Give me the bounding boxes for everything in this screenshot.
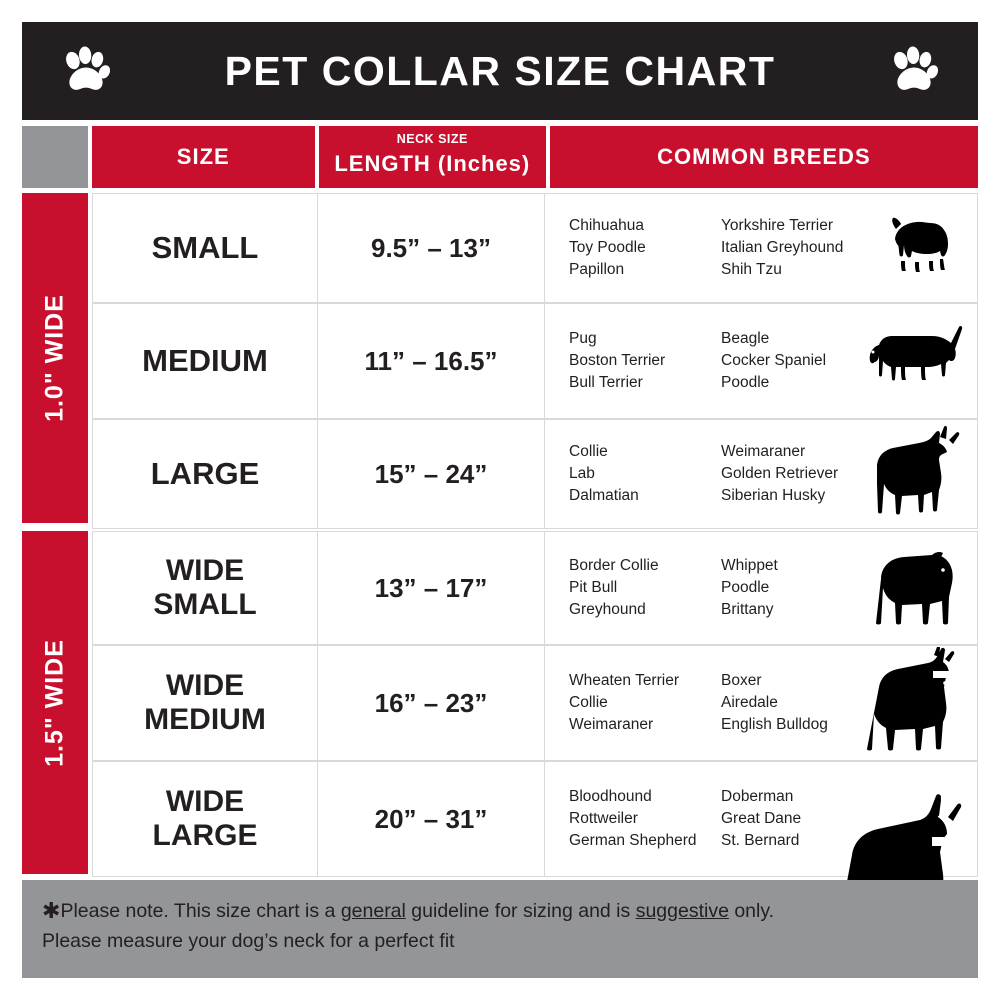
breed-item: Greyhound bbox=[569, 601, 646, 618]
column-header-length-label: LENGTH (Inches) bbox=[334, 151, 531, 176]
medium-dog-silhouette bbox=[861, 423, 973, 528]
breed-item: Papillon bbox=[569, 261, 625, 278]
group-bar-1-5-inch-label: 1.5" WIDE bbox=[40, 638, 69, 767]
breed-item: Brittany bbox=[721, 601, 774, 618]
row-size: LARGE bbox=[150, 455, 260, 491]
breed-item: English Bulldog bbox=[721, 716, 828, 733]
row-length: 9.5” – 13” bbox=[317, 194, 545, 302]
footer-text-b: guideline for sizing and is bbox=[405, 900, 636, 922]
breed-item: Great Dane bbox=[721, 810, 802, 827]
footer-text-c: only. bbox=[728, 900, 775, 922]
breed-item: Chihuahua bbox=[569, 217, 644, 234]
row-size-line2: SMALL bbox=[153, 588, 257, 621]
chart-header bbox=[22, 22, 978, 120]
footer-line-2: Please measure your dog’s neck for a perfect fit bbox=[42, 930, 455, 952]
column-header-spacer bbox=[22, 126, 88, 188]
small-fluffy-dog-silhouette bbox=[875, 205, 967, 284]
breed-item: Airedale bbox=[721, 694, 778, 711]
breed-item: Dalmatian bbox=[569, 487, 639, 504]
breed-item: Pit Bull bbox=[569, 579, 618, 596]
row-size: MEDIUM bbox=[142, 342, 268, 378]
breed-item: Shih Tzu bbox=[721, 261, 782, 278]
table-row bbox=[92, 645, 978, 761]
breed-column-2 bbox=[721, 441, 871, 507]
breed-item: Cocker Spaniel bbox=[721, 352, 827, 369]
breed-item: German Shepherd bbox=[569, 832, 697, 849]
column-header-size: SIZE bbox=[92, 126, 315, 188]
table-row bbox=[92, 761, 978, 877]
table-row bbox=[92, 419, 978, 529]
group-bar-1-inch bbox=[22, 193, 88, 523]
breed-column-1 bbox=[569, 328, 721, 394]
breed-item: Bloodhound bbox=[569, 788, 652, 805]
breed-item: Siberian Husky bbox=[721, 487, 826, 504]
breed-column-1 bbox=[569, 215, 721, 281]
row-length: 16” – 23” bbox=[317, 646, 545, 760]
dachshund-silhouette bbox=[865, 319, 969, 396]
row-length: 11” – 16.5” bbox=[317, 304, 545, 418]
breed-item: Border Collie bbox=[569, 557, 659, 574]
breed-column-2 bbox=[721, 670, 871, 736]
breed-item: Rottweiler bbox=[569, 810, 638, 827]
row-size bbox=[93, 762, 317, 876]
breed-column-1 bbox=[569, 441, 721, 507]
breed-item: Lab bbox=[569, 465, 595, 482]
breed-column-2 bbox=[721, 215, 871, 281]
breed-item: Wheaten Terrier bbox=[569, 672, 679, 689]
breed-item: Beagle bbox=[721, 330, 770, 347]
breed-item: Yorkshire Terrier bbox=[721, 217, 833, 234]
breed-item: Toy Poodle bbox=[569, 239, 646, 256]
breed-item: Whippet bbox=[721, 557, 778, 574]
row-breeds bbox=[545, 532, 977, 644]
row-size bbox=[93, 646, 317, 760]
footer-underline-suggestive: suggestive bbox=[635, 900, 729, 922]
row-size-line2: MEDIUM bbox=[144, 703, 266, 736]
row-length: 13” – 17” bbox=[317, 532, 545, 644]
row-breeds bbox=[545, 646, 977, 760]
paw-print-icon bbox=[58, 43, 114, 99]
chart-title: PET COLLAR SIZE CHART bbox=[224, 47, 776, 94]
column-header-length bbox=[319, 126, 546, 188]
row-length: 20” – 31” bbox=[317, 762, 545, 876]
row-breeds bbox=[545, 420, 977, 528]
row-size-line1: WIDE bbox=[165, 554, 245, 588]
row-length: 15” – 24” bbox=[317, 420, 545, 528]
boxer-silhouette bbox=[855, 647, 963, 760]
breed-item: Golden Retriever bbox=[721, 465, 839, 482]
column-header-neck-size: NECK SIZE bbox=[396, 132, 468, 146]
breed-item: Doberman bbox=[721, 788, 794, 805]
breed-column-1 bbox=[569, 670, 721, 736]
breed-item: Weimaraner bbox=[569, 716, 654, 733]
footer-line-1 bbox=[42, 894, 958, 927]
breed-item: Weimaraner bbox=[721, 443, 806, 460]
row-breeds bbox=[545, 194, 977, 302]
breed-column-2 bbox=[721, 786, 871, 852]
asterisk-icon: ✱ bbox=[42, 898, 61, 923]
footer-text-a: Please note. This size chart is a bbox=[60, 900, 341, 922]
row-size-line2: LARGE bbox=[152, 819, 258, 852]
row-breeds bbox=[545, 762, 977, 876]
row-size-line1: WIDE bbox=[165, 669, 245, 703]
column-header-row bbox=[22, 126, 978, 188]
breed-item: Collie bbox=[569, 443, 608, 460]
group-bar-1-5-inch bbox=[22, 531, 88, 874]
breed-item: Poodle bbox=[721, 579, 770, 596]
breed-item: Pug bbox=[569, 330, 597, 347]
breed-item: St. Bernard bbox=[721, 832, 800, 849]
breed-item: Boxer bbox=[721, 672, 762, 689]
group-bar-1-inch-label: 1.0" WIDE bbox=[40, 294, 69, 422]
footer-note bbox=[22, 880, 978, 978]
row-size bbox=[93, 532, 317, 644]
breed-column-2 bbox=[721, 555, 871, 621]
breed-item: Italian Greyhound bbox=[721, 239, 844, 256]
breed-column-2 bbox=[721, 328, 871, 394]
table-row bbox=[92, 193, 978, 303]
breed-item: Poodle bbox=[721, 374, 770, 391]
breed-item: Collie bbox=[569, 694, 608, 711]
breed-item: Boston Terrier bbox=[569, 352, 666, 369]
row-size-line1: WIDE bbox=[165, 785, 245, 819]
table-row bbox=[92, 531, 978, 645]
bulldog-silhouette bbox=[859, 543, 963, 644]
breed-column-1 bbox=[569, 786, 721, 852]
paw-print-icon bbox=[886, 43, 942, 99]
breed-item: Bull Terrier bbox=[569, 374, 643, 391]
footer-underline-general: general bbox=[340, 900, 406, 922]
column-header-breeds: COMMON BREEDS bbox=[550, 126, 978, 188]
row-breeds bbox=[545, 304, 977, 418]
breed-column-1 bbox=[569, 555, 721, 621]
table-row bbox=[92, 303, 978, 419]
row-size: SMALL bbox=[151, 229, 259, 265]
